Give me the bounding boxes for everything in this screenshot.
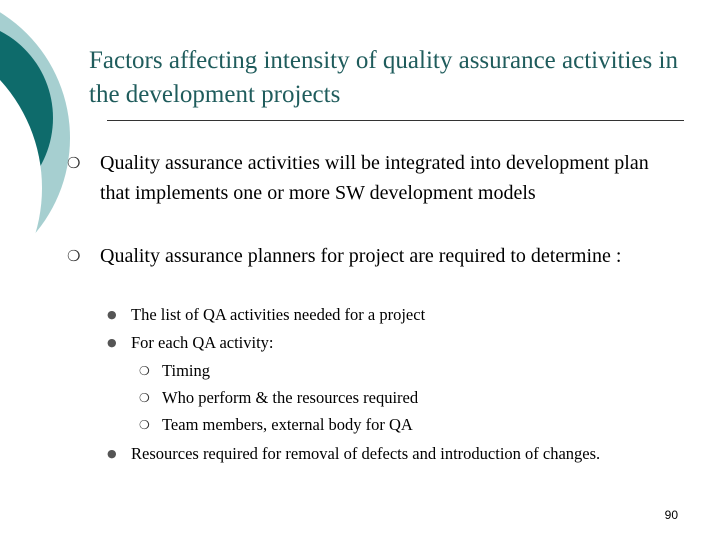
title-divider	[107, 120, 684, 121]
sub-list-item	[107, 330, 671, 356]
sub-sub-list-item-text: Team members, external body for QA	[162, 415, 413, 434]
list-item-text: Quality assurance activities will be integrated into development plan that implements one or more SW development models	[100, 152, 649, 204]
sub-list-item-text: For each QA activity:	[131, 333, 274, 352]
sub-list-item-text: The list of QA activities needed for a project	[131, 305, 426, 324]
hollow-circle-bullet-icon: ❍	[139, 364, 150, 378]
sub-sub-list-item	[139, 358, 662, 384]
sub-sub-list-item	[139, 385, 662, 411]
page-number: 90	[664, 508, 678, 522]
list-item	[67, 241, 660, 271]
sub-sub-list-item-text: Who perform & the resources required	[162, 388, 419, 407]
list-item	[67, 148, 660, 208]
sub-list-item-text: Resources required for removal of defects and introduction of changes.	[131, 444, 601, 463]
sub-list-item	[107, 441, 641, 467]
slide-title: Factors affecting intensity of quality assurance activities in the development projects	[89, 47, 678, 108]
hollow-circle-bullet-icon: ❍	[67, 247, 81, 265]
list-item-text: Quality assurance planners for project are required to determine :	[100, 245, 622, 267]
sub-list-item	[107, 302, 671, 328]
filled-circle-bullet-icon: ●	[107, 308, 117, 321]
hollow-circle-bullet-icon: ❍	[139, 391, 150, 405]
sub-sub-list-item-text: Timing	[162, 361, 211, 380]
hollow-circle-bullet-icon: ❍	[139, 418, 150, 432]
filled-circle-bullet-icon: ●	[107, 336, 117, 349]
hollow-circle-bullet-icon: ❍	[67, 154, 81, 172]
filled-circle-bullet-icon: ●	[107, 447, 117, 460]
sub-sub-list-item	[139, 412, 662, 438]
